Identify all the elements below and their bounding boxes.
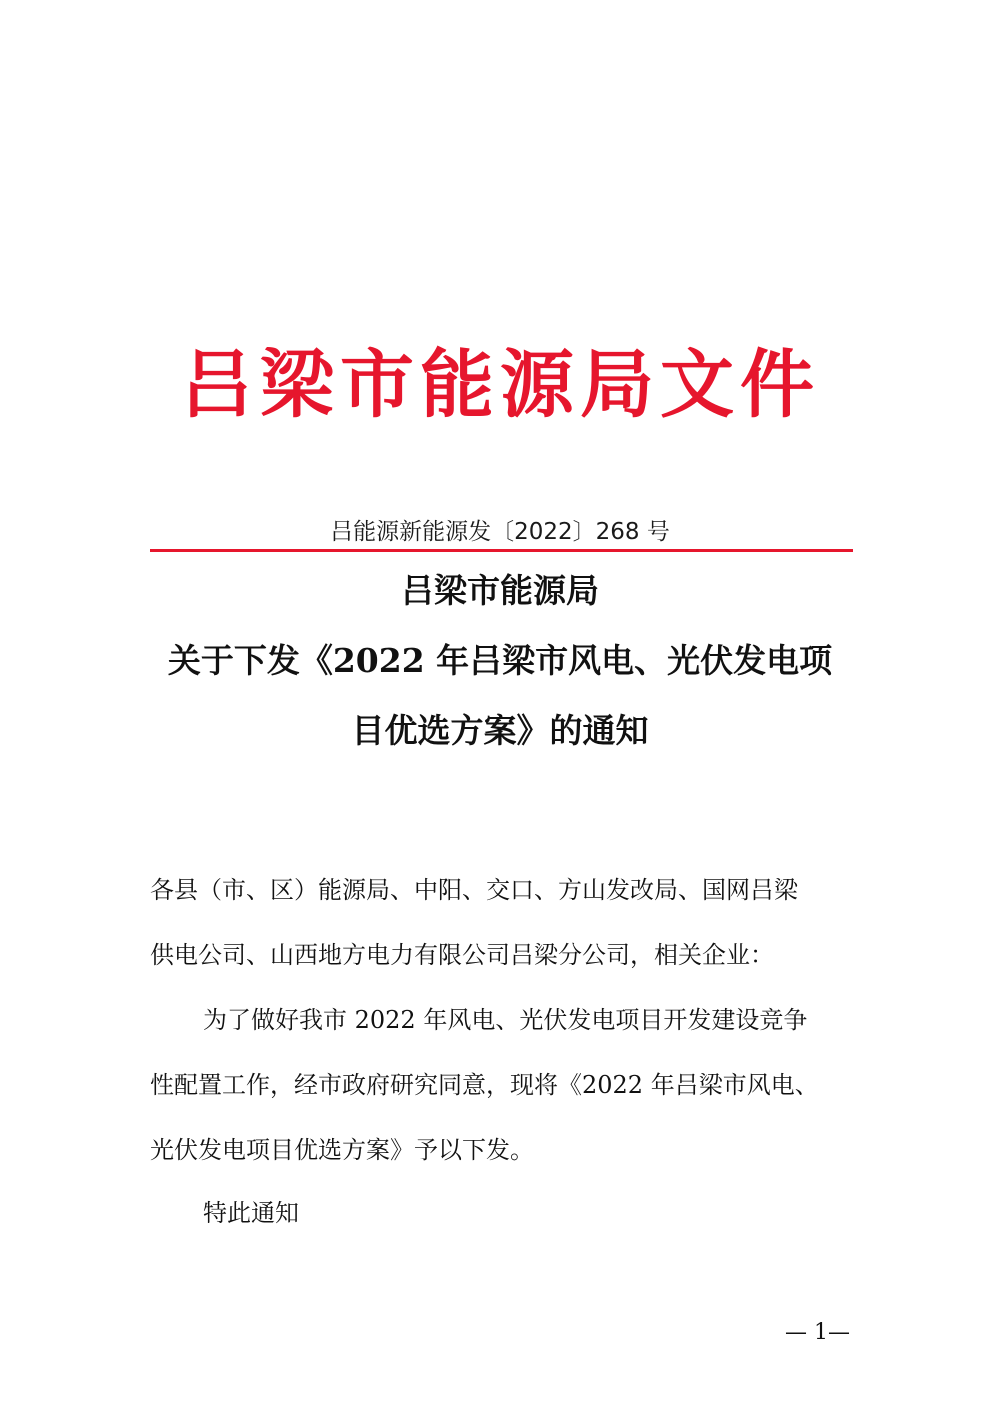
document-number: 吕能源新能源发〔2022〕268 号 bbox=[330, 519, 670, 545]
body-paragraph-line-3: 光伏发电项目优选方案》予以下发。 bbox=[150, 1136, 534, 1164]
title-line-3: 目优选方案》的通知 bbox=[351, 711, 649, 750]
closing-text: 特此通知 bbox=[203, 1199, 299, 1227]
recipients-line-2: 供电公司、山西地方电力有限公司吕梁分公司，相关企业： bbox=[150, 941, 774, 969]
issuing-authority-header: 吕梁市能源局文件 bbox=[180, 342, 820, 428]
recipients-line-1: 各县（市、区）能源局、中阳、交口、方山发改局、国网吕梁 bbox=[150, 876, 798, 904]
red-separator-line bbox=[150, 549, 853, 552]
title-line-1: 吕梁市能源局 bbox=[401, 571, 599, 610]
title-line-2: 关于下发《2022 年吕梁市风电、光伏发电项 bbox=[167, 641, 833, 680]
document-title bbox=[140, 563, 860, 773]
body-paragraph-line-1: 为了做好我市 2022 年风电、光伏发电项目开发建设竞争 bbox=[203, 1006, 808, 1034]
page-number: — 1— bbox=[785, 1320, 850, 1345]
body-paragraph-line-2: 性配置工作，经市政府研究同意，现将《2022 年吕梁市风电、 bbox=[150, 1071, 819, 1099]
